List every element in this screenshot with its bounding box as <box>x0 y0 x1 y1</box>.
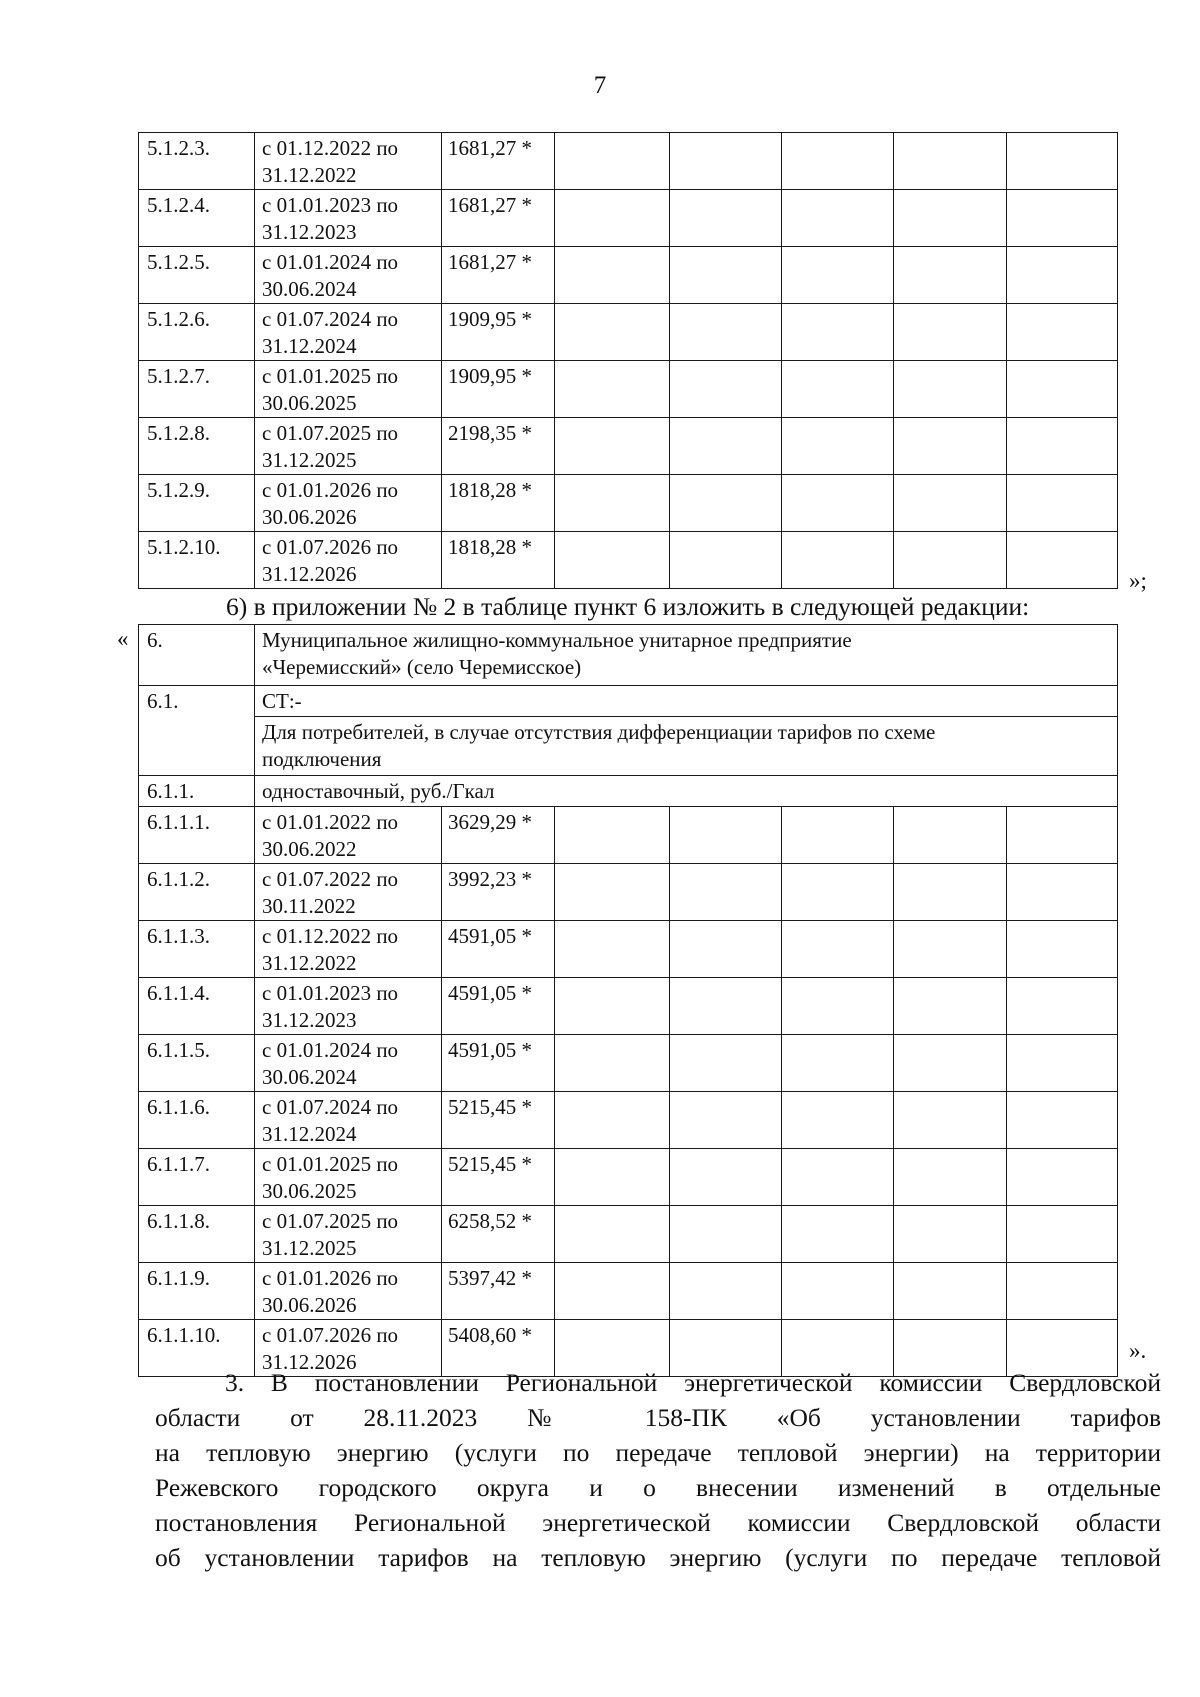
empty-cell <box>894 133 1007 190</box>
empty-cell <box>555 921 670 978</box>
period-start: с 01.07.2026 по <box>262 1323 399 1347</box>
tariff-value-cell: 4591,05 * <box>442 921 555 978</box>
section-3-line: на тепловую энергию (услуги по передаче тепловой энергии) на территории <box>155 1438 1161 1467</box>
period-cell <box>255 475 442 532</box>
table-row <box>139 864 1118 921</box>
table-row <box>139 418 1118 475</box>
page-number: 7 <box>593 72 607 99</box>
empty-cell <box>670 1263 782 1320</box>
empty-cell <box>670 807 782 864</box>
empty-cell <box>782 807 894 864</box>
tariff-value-cell: 1681,27 * <box>442 190 555 247</box>
table-row <box>139 361 1118 418</box>
empty-cell <box>670 1149 782 1206</box>
empty-cell <box>670 921 782 978</box>
tariff-value-cell: 3992,23 * <box>442 864 555 921</box>
empty-cell <box>782 532 894 589</box>
empty-cell <box>670 418 782 475</box>
empty-cell <box>1007 978 1118 1035</box>
organization-cell <box>255 625 1118 686</box>
period-start: с 01.07.2022 по <box>262 867 399 891</box>
sub-number-cell: 6.1. <box>139 686 255 776</box>
table-row <box>139 1149 1118 1206</box>
empty-cell <box>555 1149 670 1206</box>
period-end: 31.12.2026 <box>262 1350 357 1374</box>
period-end: 31.12.2022 <box>262 163 357 187</box>
tariff-value-cell: 1818,28 * <box>442 532 555 589</box>
empty-cell <box>1007 807 1118 864</box>
row-number-cell: 6.1.1.4. <box>139 978 255 1035</box>
period-end: 31.12.2025 <box>262 448 357 472</box>
empty-cell <box>555 1263 670 1320</box>
row-number-cell: 6.1.1.6. <box>139 1092 255 1149</box>
section-3-line: Режевского городского округа и о внесении изменений в отдельные <box>155 1473 1161 1502</box>
empty-cell <box>670 247 782 304</box>
empty-cell <box>894 864 1007 921</box>
tariff-value-cell: 5215,45 * <box>442 1092 555 1149</box>
empty-cell <box>782 921 894 978</box>
tariff-value-cell: 2198,35 * <box>442 418 555 475</box>
opening-quote: « <box>117 626 129 651</box>
period-cell <box>255 361 442 418</box>
row-number-cell: 5.1.2.8. <box>139 418 255 475</box>
period-cell <box>255 807 442 864</box>
section-3-line: 3. В постановлении Региональной энергетической комиссии Свердловской <box>225 1368 1161 1397</box>
period-end: 30.06.2024 <box>262 1065 357 1089</box>
empty-cell <box>894 190 1007 247</box>
empty-cell <box>782 361 894 418</box>
empty-cell <box>555 133 670 190</box>
table-row <box>139 247 1118 304</box>
table-row-header <box>139 625 1118 686</box>
empty-cell <box>894 532 1007 589</box>
empty-cell <box>782 1035 894 1092</box>
row-number-cell: 6.1.1.10. <box>139 1320 255 1377</box>
empty-cell <box>894 304 1007 361</box>
consumers-desc-line2: подключения <box>262 747 382 771</box>
table-row <box>139 532 1118 589</box>
empty-cell <box>555 978 670 1035</box>
empty-cell <box>555 361 670 418</box>
table-row <box>139 921 1118 978</box>
period-cell <box>255 133 442 190</box>
empty-cell <box>782 1206 894 1263</box>
empty-cell <box>894 978 1007 1035</box>
empty-cell <box>894 921 1007 978</box>
empty-cell <box>670 361 782 418</box>
empty-cell <box>670 304 782 361</box>
period-cell <box>255 304 442 361</box>
tariff-value-cell: 1681,27 * <box>442 247 555 304</box>
empty-cell <box>555 247 670 304</box>
period-end: 30.06.2025 <box>262 1179 357 1203</box>
empty-cell <box>670 133 782 190</box>
period-cell <box>255 1206 442 1263</box>
period-end: 31.12.2026 <box>262 562 357 586</box>
empty-cell <box>1007 1149 1118 1206</box>
row-number-cell: 6.1.1.7. <box>139 1149 255 1206</box>
empty-cell <box>782 978 894 1035</box>
table-row <box>139 1035 1118 1092</box>
empty-cell <box>670 978 782 1035</box>
empty-cell <box>670 475 782 532</box>
empty-cell <box>782 475 894 532</box>
period-start: с 01.07.2026 по <box>262 535 399 559</box>
empty-cell <box>894 1263 1007 1320</box>
period-cell <box>255 1092 442 1149</box>
row-number-cell: 6.1.1.8. <box>139 1206 255 1263</box>
empty-cell <box>1007 304 1118 361</box>
table-row <box>139 1263 1118 1320</box>
tariff-value-cell: 4591,05 * <box>442 978 555 1035</box>
period-cell <box>255 1035 442 1092</box>
period-end: 31.12.2023 <box>262 220 357 244</box>
section-3-line: области от 28.11.2023 № 158-ПК «Об установлении тарифов <box>155 1403 1161 1432</box>
empty-cell <box>782 1092 894 1149</box>
tariff-table-6-body <box>139 625 1118 1377</box>
period-cell <box>255 1149 442 1206</box>
period-end: 31.12.2024 <box>262 334 357 358</box>
period-start: с 01.01.2024 по <box>262 250 399 274</box>
table-row <box>139 1206 1118 1263</box>
period-start: с 01.07.2024 по <box>262 307 399 331</box>
rate-number-cell: 6.1.1. <box>139 776 255 807</box>
empty-cell <box>894 1149 1007 1206</box>
empty-cell <box>555 807 670 864</box>
row-number-cell: 6.1.1.3. <box>139 921 255 978</box>
tariff-value-cell: 1681,27 * <box>442 133 555 190</box>
rate-label-cell: одноставочный, руб./Гкал <box>255 776 1118 807</box>
row-number-cell: 5.1.2.10. <box>139 532 255 589</box>
table-row <box>139 807 1118 864</box>
empty-cell <box>555 1035 670 1092</box>
empty-cell <box>1007 247 1118 304</box>
empty-cell <box>555 190 670 247</box>
empty-cell <box>1007 475 1118 532</box>
empty-cell <box>555 864 670 921</box>
period-cell <box>255 247 442 304</box>
consumers-cell <box>255 717 1118 776</box>
row-number-cell: 6.1.1.9. <box>139 1263 255 1320</box>
period-end: 30.06.2026 <box>262 1293 357 1317</box>
empty-cell <box>1007 1092 1118 1149</box>
section-3-paragraph <box>155 1365 1161 1575</box>
table-row <box>139 978 1118 1035</box>
empty-cell <box>1007 190 1118 247</box>
row-number-cell: 6.1.1.2. <box>139 864 255 921</box>
table-row <box>139 1092 1118 1149</box>
paragraph-6: 6) в приложении № 2 в таблице пункт 6 изложить в следующей редакции: <box>226 592 1030 621</box>
period-start: с 01.01.2022 по <box>262 810 399 834</box>
system-type-cell: СТ:- <box>255 686 1118 717</box>
empty-cell <box>894 475 1007 532</box>
empty-cell <box>555 532 670 589</box>
empty-cell <box>894 807 1007 864</box>
empty-cell <box>1007 418 1118 475</box>
empty-cell <box>670 1092 782 1149</box>
tariff-value-cell: 3629,29 * <box>442 807 555 864</box>
tariff-table-5-body <box>139 133 1118 589</box>
tariff-value-cell: 1909,95 * <box>442 304 555 361</box>
period-cell <box>255 418 442 475</box>
empty-cell <box>1007 361 1118 418</box>
empty-cell <box>894 1206 1007 1263</box>
empty-cell <box>894 1092 1007 1149</box>
empty-cell <box>670 1206 782 1263</box>
empty-cell <box>555 418 670 475</box>
section-3-line: об установлении тарифов на тепловую энергию (услуги по передаче тепловой <box>155 1543 1161 1572</box>
tariff-value-cell: 5408,60 * <box>442 1320 555 1377</box>
closing-mark-table1: »; <box>1129 568 1147 593</box>
table-row-consumers <box>139 717 1118 776</box>
row-number-cell: 5.1.2.6. <box>139 304 255 361</box>
table-row <box>139 190 1118 247</box>
empty-cell <box>782 133 894 190</box>
empty-cell <box>782 247 894 304</box>
period-start: с 01.12.2022 по <box>262 924 399 948</box>
empty-cell <box>894 418 1007 475</box>
empty-cell <box>1007 864 1118 921</box>
period-start: с 01.01.2025 по <box>262 364 399 388</box>
row-number-cell: 5.1.2.9. <box>139 475 255 532</box>
period-cell <box>255 921 442 978</box>
empty-cell <box>555 304 670 361</box>
tariff-table-6 <box>138 624 1118 1377</box>
organization-name-line2: «Черемисский» (село Черемисское) <box>262 655 582 679</box>
row-number-cell: 5.1.2.3. <box>139 133 255 190</box>
empty-cell <box>894 361 1007 418</box>
period-cell <box>255 978 442 1035</box>
period-start: с 01.01.2025 по <box>262 1152 399 1176</box>
table-row <box>139 133 1118 190</box>
period-end: 30.06.2024 <box>262 277 357 301</box>
tariff-table-5 <box>138 132 1118 589</box>
period-start: с 01.01.2023 по <box>262 193 399 217</box>
period-start: с 01.07.2025 по <box>262 421 399 445</box>
tariff-value-cell: 1818,28 * <box>442 475 555 532</box>
table-row-rate <box>139 776 1118 807</box>
empty-cell <box>782 304 894 361</box>
empty-cell <box>670 1035 782 1092</box>
table-row-sub <box>139 686 1118 717</box>
period-cell <box>255 864 442 921</box>
organization-name-line1: Муниципальное жилищно-коммунальное унитарное предприятие <box>262 628 852 652</box>
period-cell <box>255 1263 442 1320</box>
empty-cell <box>782 418 894 475</box>
row-number-cell: 5.1.2.7. <box>139 361 255 418</box>
row-number-cell: 6.1.1.1. <box>139 807 255 864</box>
period-start: с 01.12.2022 по <box>262 136 399 160</box>
table-row <box>139 304 1118 361</box>
tariff-value-cell: 1909,95 * <box>442 361 555 418</box>
empty-cell <box>670 190 782 247</box>
empty-cell <box>894 247 1007 304</box>
empty-cell <box>1007 1206 1118 1263</box>
empty-cell <box>670 532 782 589</box>
tariff-value-cell: 6258,52 * <box>442 1206 555 1263</box>
period-start: с 01.01.2023 по <box>262 981 399 1005</box>
period-end: 30.06.2025 <box>262 391 357 415</box>
closing-mark-table2: ». <box>1129 1338 1147 1363</box>
table-row <box>139 475 1118 532</box>
tariff-value-cell: 5215,45 * <box>442 1149 555 1206</box>
empty-cell <box>782 864 894 921</box>
tariff-value-cell: 4591,05 * <box>442 1035 555 1092</box>
period-end: 31.12.2024 <box>262 1122 357 1146</box>
empty-cell <box>1007 1035 1118 1092</box>
empty-cell <box>555 475 670 532</box>
period-start: с 01.01.2026 по <box>262 1266 399 1290</box>
consumers-desc-line1: Для потребителей, в случае отсутствия дифференциации тарифов по схеме <box>262 720 936 744</box>
empty-cell <box>555 1206 670 1263</box>
tariff-value-cell: 5397,42 * <box>442 1263 555 1320</box>
period-end: 31.12.2022 <box>262 951 357 975</box>
period-start: с 01.01.2026 по <box>262 478 399 502</box>
empty-cell <box>555 1092 670 1149</box>
period-start: с 01.01.2024 по <box>262 1038 399 1062</box>
row-number-cell: 6.1.1.5. <box>139 1035 255 1092</box>
empty-cell <box>782 1149 894 1206</box>
empty-cell <box>670 864 782 921</box>
section-3-line: постановления Региональной энергетической комиссии Свердловской области <box>155 1508 1161 1537</box>
period-cell <box>255 190 442 247</box>
empty-cell <box>1007 532 1118 589</box>
period-start: с 01.07.2025 по <box>262 1209 399 1233</box>
period-cell <box>255 532 442 589</box>
empty-cell <box>1007 1263 1118 1320</box>
period-start: с 01.07.2024 по <box>262 1095 399 1119</box>
period-end: 30.06.2026 <box>262 505 357 529</box>
period-end: 31.12.2025 <box>262 1236 357 1260</box>
empty-cell <box>894 1035 1007 1092</box>
item-number-cell: 6. <box>139 625 255 686</box>
empty-cell <box>1007 133 1118 190</box>
period-end: 30.11.2022 <box>262 894 356 918</box>
empty-cell <box>1007 921 1118 978</box>
row-number-cell: 5.1.2.5. <box>139 247 255 304</box>
period-end: 30.06.2022 <box>262 837 357 861</box>
period-end: 31.12.2023 <box>262 1008 357 1032</box>
empty-cell <box>782 1263 894 1320</box>
row-number-cell: 5.1.2.4. <box>139 190 255 247</box>
empty-cell <box>782 190 894 247</box>
